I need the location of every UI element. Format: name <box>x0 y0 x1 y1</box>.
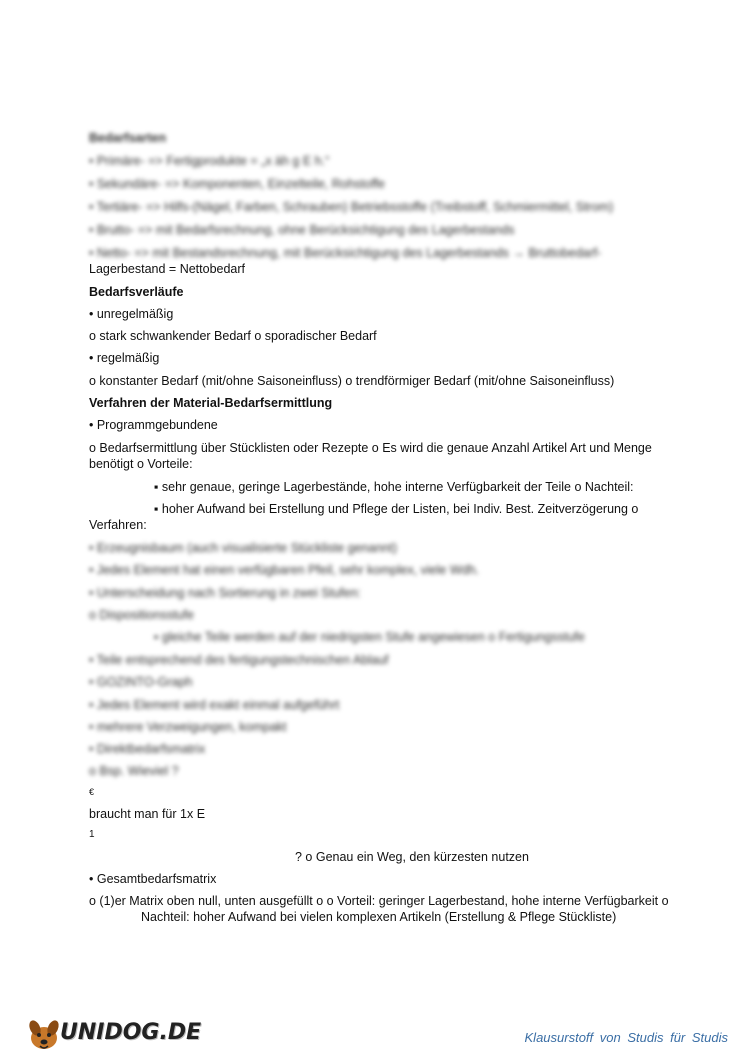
small-symbol: € <box>89 787 95 797</box>
unidog-logo[interactable] <box>24 1014 202 1054</box>
sub-item: o (1)er Matrix oben null, unten ausgefüllt o o Vorteil: geringer Lagerbestand, hohe interne Verfügbarkeit o <box>89 894 669 908</box>
blurred-line: • Erzeugnisbaum (auch visualisierte Stückliste genannt) <box>89 541 398 555</box>
text-line: braucht man für 1x E <box>89 807 206 821</box>
blurred-line: • Jedes Element hat einen verfügbaren Pfeil, sehr komplex, viele Wdh. <box>89 563 479 577</box>
blurred-line: • Netto- => mit Bestandsrechnung, mit Berücksichtigung des Lagerbestands → Bruttobedarf- <box>89 246 602 260</box>
sub-item: o Bedarfsermittlung über Stücklisten oder Rezepte o Es wird die genaue Anzahl Artikel Art und Menge <box>89 441 652 455</box>
blurred-line: o Bsp. Wieviel ? <box>89 764 179 778</box>
blurred-line: • Teile entsprechend des fertigungstechnischen Ablauf <box>89 653 389 667</box>
blurred-line: o Dispositionsstufe <box>89 608 194 622</box>
section-heading: Bedarfsverläufe <box>89 285 184 299</box>
detail-item: ▪ hoher Aufwand bei Erstellung und Pflege der Listen, bei Indiv. Best. Zeitverzögerung o <box>154 502 639 516</box>
bullet-item: • regelmäßig <box>89 351 160 365</box>
blurred-line: • Brutto- => mit Bedarfsrechnung, ohne Berücksichtigung des Lagerbestands <box>89 223 515 237</box>
logo-text: UNIDOG.DE <box>60 1020 202 1045</box>
detail-item: ▪ sehr genaue, geringe Lagerbestände, hohe interne Verfügbarkeit der Teile o Nachteil: <box>154 480 634 494</box>
sub-item: o stark schwankender Bedarf o sporadischer Bedarf <box>89 329 377 343</box>
sub-item: benötigt o Vorteile: <box>89 457 193 471</box>
bullet-item: • unregelmäßig <box>89 307 174 321</box>
text-line: Lagerbestand = Nettobedarf <box>89 262 246 276</box>
blurred-heading: Bedarfsarten <box>89 131 167 145</box>
footer-tagline: Klausurstoff von Studis für Studis <box>524 1030 728 1045</box>
blurred-line: • Tertiäre- => Hilfs-(Nägel, Farben, Schrauben) Betriebsstoffe (Treibstoff, Schmiermittel, Strom) <box>89 200 614 214</box>
section-heading: Verfahren der Material-Bedarfsermittlung <box>89 396 333 410</box>
blurred-line: • Jedes Element wird exakt einmal aufgeführt <box>89 698 340 712</box>
blurred-line: • Unterscheidung nach Sortierung in zwei Stufen: <box>89 586 361 600</box>
blurred-line: • Sekundäre- => Komponenten, Einzelteile, Rohstoffe <box>89 177 386 191</box>
text-line: Verfahren: <box>89 518 147 532</box>
bullet-item: • Gesamtbedarfsmatrix <box>89 872 217 886</box>
blurred-line: • mehrere Verzweigungen, kompakt <box>89 720 287 734</box>
bullet-item: • Programmgebundene <box>89 418 218 432</box>
small-number: 1 <box>89 829 95 840</box>
text-line: ? o Genau ein Weg, den kürzesten nutzen <box>295 850 529 864</box>
blurred-line: ▪ gleiche Teile werden auf der niedrigsten Stufe angewiesen o Fertigungsstufe <box>154 630 585 644</box>
sub-item: Nachteil: hoher Aufwand bei vielen komplexen Artikeln (Erstellung & Pflege Stückliste) <box>141 910 617 924</box>
blurred-line: • Direktbedarfsmatrix <box>89 742 206 756</box>
dog-icon <box>24 1014 64 1054</box>
blurred-line: • GOZINTO-Graph <box>89 675 193 689</box>
sub-item: o konstanter Bedarf (mit/ohne Saisoneinfluss) o trendförmiger Bedarf (mit/ohne Saisoneinfluss) <box>89 374 615 388</box>
blurred-line: • Primäre- => Fertigprodukte = „x äh g E h.“ <box>89 154 330 168</box>
